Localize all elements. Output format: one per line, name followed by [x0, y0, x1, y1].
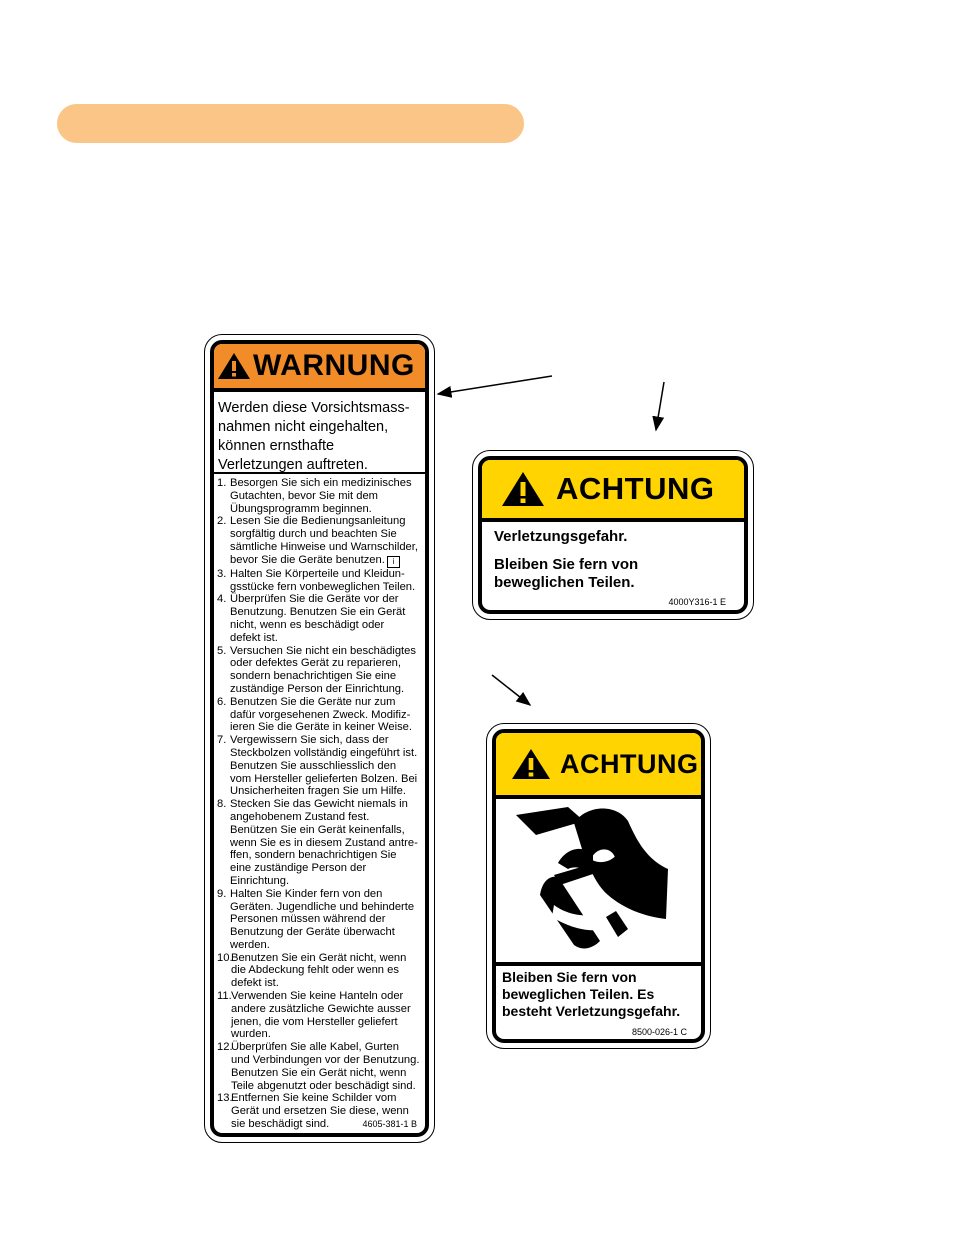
caution-label-1-code: 4000Y316-1 E — [668, 597, 726, 607]
caution-header-1 — [482, 460, 744, 522]
arrow-to-warning-label — [438, 376, 552, 394]
caution-text-1-line1: Verletzungsgefahr. — [494, 528, 628, 545]
caution-pictogram-area — [496, 799, 701, 966]
list-item: 1. Besorgen Sie sich ein medizinisches Gutachten, bevor Sie mit dem Übungsprogramm beginnen. — [217, 477, 412, 515]
warning-instructions-list — [217, 477, 427, 1131]
list-item: 6. Benutzen Sie die Geräte nur zum dafür vorgesehenen Zweck. Modifiz- ieren Sie die Geräte in keiner Weise. — [217, 695, 412, 734]
caution-signal-word-2: ACHTUNG — [560, 748, 699, 779]
caution-text-2: Bleiben Sie fern von beweglichen Teilen. Es besteht Verletzungsgefahr. — [502, 969, 681, 1019]
list-item: 4. Überprüfen Sie die Geräte vor der Benutzung. Benutzen Sie ein Gerät nicht, wenn es beschädigt oder defekt ist. — [217, 593, 406, 644]
list-item: 3. Halten Sie Körperteile und Kleidun- gsstücke fern vonbeweglichen Teilen. — [217, 567, 416, 593]
warning-triangle-icon — [510, 747, 552, 781]
list-item: 9. Halten Sie Kinder fern von den Geräten. Jugendliche und behinderte Personen müssen während der Benutzung der Geräte überwacht werden. — [217, 887, 415, 951]
warning-signal-word: WARNUNG — [253, 349, 415, 382]
manual-book-icon: i — [387, 556, 400, 568]
arrow-to-caution-label-2 — [492, 675, 530, 705]
list-item: 2. Lesen Sie die Bedienungsanleitung sorgfältig durch und beachten Sie sämtliche Hinweise und Warnschilder, bevor Sie die Geräte benutzen. i — [217, 515, 418, 566]
list-item: 8. Stecken Sie das Gewicht niemals in angehobenem Zustand fest. Benützen Sie ein Gerät keinenfalls, wenn Sie es in diesem Zustand antre- ffen, sondern benachrichtigen Sie eine zuständige Person der Einrichtung. — [217, 798, 418, 887]
caution-signal-word-1: ACHTUNG — [556, 471, 715, 506]
caution-label-2 — [492, 729, 705, 1043]
caution-label-2-code: 8500-026-1 C — [631, 1027, 687, 1037]
caution-header-2 — [496, 733, 701, 799]
arrow-to-caution-label-1 — [656, 382, 664, 430]
list-item: 7. Vergewissern Sie sich, dass der Steckbolzen vollständig eingeführt ist. Benutzen Sie ausschliesslich den vom Hersteller gelieferten Bolzen. Bei Unsicherheiten fragen Sie um Hilfe. — [217, 734, 418, 798]
warning-lead-text: Werden diese Vorsichtsmass- nahmen nicht eingehalten, können ernsthafte Verletzungen auftreten. — [218, 400, 410, 473]
list-item: 13. Entfernen Sie keine Schilder vom Gerät und ersetzen Sie diese, wenn sie beschädigt sind. — [217, 1092, 409, 1131]
caution-text-1-line2: Bleiben Sie fern von beweglichen Teilen. — [494, 556, 639, 591]
caution-text-1 — [494, 528, 744, 602]
list-item: 12. Überprüfen Sie alle Kabel, Gurten und Verbindungen vor der Benutzung. Benutzen Sie ein Gerät nicht, wenn Teile abgenutzt oder beschädigt sind. — [217, 1041, 420, 1092]
hand-pinch-hazard-icon — [496, 799, 701, 962]
warning-label — [210, 340, 429, 1137]
warning-header — [214, 344, 425, 392]
list-item: 10. Benutzen Sie ein Gerät nicht, wenn die Abdeckung fehlt oder wenn es defekt ist. — [217, 951, 407, 990]
warning-label-code: 4605-381-1 B — [362, 1119, 417, 1129]
list-item: 5. Versuchen Sie nicht ein beschädigtes oder defektes Gerät zu reparieren, sondern benachrichtigen Sie eine zuständige Person der Einrichtung. — [217, 644, 416, 695]
list-item: 11. Verwenden Sie keine Hanteln oder andere zusätzliche Gewichte ausser jenen, die vom Hersteller geliefert wurden. — [217, 990, 411, 1041]
warning-divider — [214, 472, 425, 474]
caution-label-1 — [478, 456, 748, 614]
warning-triangle-icon — [500, 470, 546, 508]
warning-triangle-icon — [217, 351, 251, 381]
